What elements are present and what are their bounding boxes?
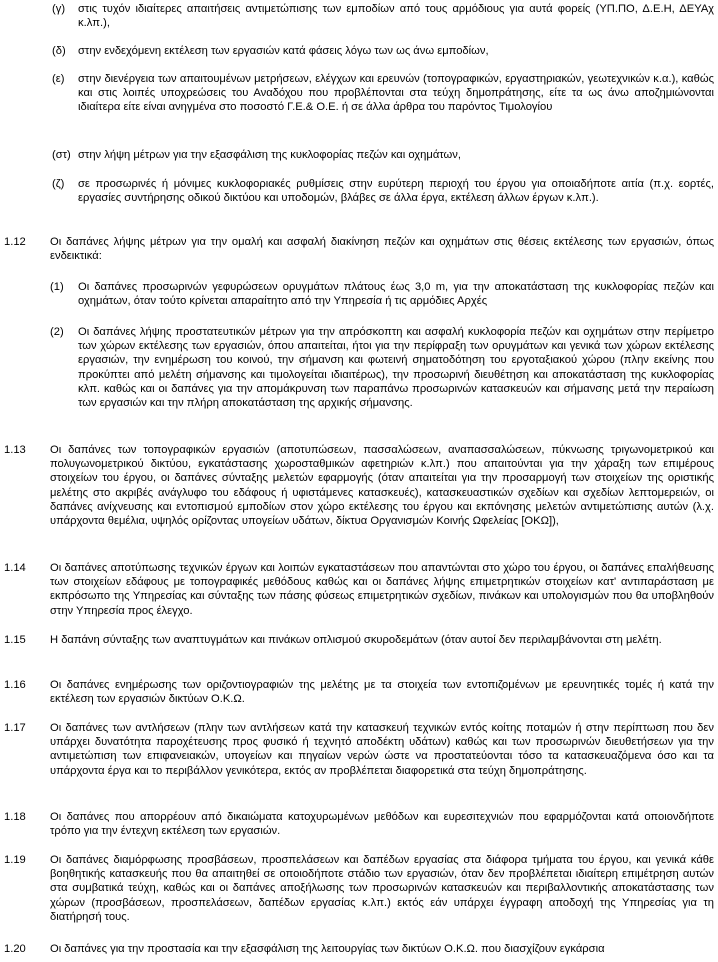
section-number: 1.13 [4, 444, 26, 456]
list-item-label: (ζ) [52, 178, 65, 190]
section-number: 1.17 [4, 722, 26, 734]
section-number: 1.15 [4, 634, 26, 646]
section-number: 1.12 [4, 236, 26, 248]
section-1-13 [4, 443, 714, 528]
section-1-18 [4, 810, 714, 838]
sub-item-text: Οι δαπάνες λήψης προστατευτικών μέτρων για την απρόσκοπτη και ασφαλή κυκλοφορία πεζών και οχημάτων στην περίμετρο των χώρων εκτέλεσης των εργασιών, όπου απαιτείται, ήτοι για την περίφραξη των ορυγμάτων και γενικά των χώρων εκτέλεσης εργασιών, την ενημέρωση του κοινού, την σήμανση και φωτεινή σηματοδότηση του εργοταξιακού χώρου (πλην εκείνης που προκύπτει από μελέτη σήμανσης και τιμολογείται ιδιαιτέρως), την προσωρινή διευθέτηση και αποκατάσταση της κυκλοφορίας κλπ. καθώς και οι δαπάνες για την απομάκρυνση των παραπάνω προσωρινών κατασκευών και σήμανσης μετά την περαίωση των εργασιών και την πλήρη αποκατάσταση της αρχικής σήμανσης. [78, 326, 714, 410]
section-1-12 [4, 235, 714, 263]
list-item-text: στην ενδεχόμενη εκτέλεση των εργασιών κατά φάσεις λόγω των ως άνω εμποδίων, [78, 45, 489, 57]
list-item-delta [52, 44, 714, 58]
section-1-20 [4, 942, 714, 956]
list-item-zeta [52, 177, 714, 205]
sub-item-1 [50, 280, 714, 308]
section-text: Οι δαπάνες που απορρέουν από δικαιώματα κατοχυρωμένων μεθόδων και ευρεσιτεχνιών που εφαρμόζονται κατά οποιονδήποτε τρόπο για την έντεχνη εκτέλεση των εργασιών. [50, 811, 714, 838]
section-text: Οι δαπάνες ενημέρωσης των οριζοντιογραφιών της μελέτης με τα στοιχεία των εντοπιζομένων με ερευνητικές τομές ή κατά την εκτέλεση των εργασιών δικτύων Ο.Κ.Ω. [50, 679, 714, 706]
list-item-label: (γ) [52, 3, 66, 15]
list-item-label: (ε) [52, 73, 65, 85]
list-item-text: στην διενέργεια των απαιτουμένων μετρήσεων, ελέγχων και ερευνών (τοπογραφικών, εργαστηριακών, γεωτεχνικών κ.α.), καθώς και στις λοιπές υποχρεώσεις του Αναδόχου που προβλέπονται στα τεύχη δημοπράτησης, είτε τα ως άνω αποζημιώνονται ιδιαίτερα είτε είναι ανηγμένα στο ποσοστό Γ.Ε.& Ο.Ε. ή σε άλλα άρθρα του παρόντος Τιμολογίου [78, 73, 714, 114]
section-text: Η δαπάνη σύνταξης των αναπτυγμάτων και πινάκων οπλισμού σκυροδεμάτων (όταν αυτοί δεν περιλαμβάνονται στη μελέτη. [50, 634, 662, 646]
section-number: 1.19 [4, 854, 26, 866]
section-number: 1.20 [4, 943, 26, 955]
section-1-17 [4, 721, 714, 778]
list-item-text: στις τυχόν ιδιαίτερες απαιτήσεις αντιμετώπισης των εμποδίων από τους αρμόδιους για αυτά φορείς (ΥΠ.ΠΟ, Δ.Ε.Η, ΔΕΥΑχ κ.λπ.), [78, 3, 714, 30]
sub-item-text: Οι δαπάνες προσωρινών γεφυρώσεων ορυγμάτων πλάτους έως 3,0 m, για την αποκατάσταση της κυκλοφορίας πεζών και οχημάτων, όταν τούτο κρίνεται απαραίτητο από την Υπηρεσία ή τις αρμόδιες Αρχές [78, 281, 714, 308]
section-text: Οι δαπάνες για την προστασία και την εξασφάλιση της λειτουργίας των δικτύων Ο.Κ.Ω. που διασχίζουν εγκάρσια [50, 943, 605, 955]
section-number: 1.18 [4, 811, 26, 823]
section-1-14 [4, 561, 714, 618]
sub-item-2 [50, 325, 714, 410]
section-text: Οι δαπάνες αποτύπωσης τεχνικών έργων και λοιπών εγκαταστάσεων που απαντώνται στο χώρο του έργου, οι δαπάνες επαλήθευσης των στοιχείων εδάφους με τοπογραφικές μεθόδους καθώς και οι δαπάνες λήψης επιμετρητικών στοιχείων κατ' αντιπαράσταση με εκπρόσωπο της Υπηρεσίας και σύνταξης των πάσης φύσεως επιμετρητικών σχεδίων, πινάκων και υπολογισμών που θα υποβληθούν στην Υπηρεσία προς έλεγχο. [50, 562, 714, 617]
list-item-gamma [52, 2, 714, 30]
list-item-text: στην λήψη μέτρων για την εξασφάλιση της κυκλοφορίας πεζών και οχημάτων, [78, 149, 461, 161]
list-item-st [52, 148, 714, 162]
section-number: 1.14 [4, 562, 26, 574]
section-number: 1.16 [4, 679, 26, 691]
list-item-label: (στ) [52, 149, 71, 161]
sub-item-label: (2) [50, 326, 64, 338]
section-1-15 [4, 633, 714, 647]
section-text: Οι δαπάνες των τοπογραφικών εργασιών (αποτυπώσεων, πασσαλώσεων, αναπασσαλώσεων, πύκνωσης τριγωνομετρικού και πολυγωνομετρικού δικτύου, εγκατάστασης χωροσταθμικών αφετηριών κ.λπ.) που απαιτούνται για την χάραξη των επιμέρους στοιχείων του έργου, οι δαπάνες σύνταξης μελετών εφαρμογής (όταν απαιτείται για την προσαρμογή των στοιχείων της οριστικής μελέτης στο ακριβές ανάγλυφο του εδάφους ή υφιστάμενες κατασκευές), κατασκευαστικών σχεδίων και σχεδίων λεπτομερειών, οι δαπάνες ανίχνευσης και εντοπισμού εμποδίων στον χώρο εκτέλεσης του έργου και εκπόνησης μελετών αντιμετώπισης αυτών (λ.χ. υπάρχοντα θεμέλια, υψηλός ορίζοντας υπογείων υδάτων, δίκτυα Οργανισμών Κοινής Ωφελείας [ΟΚΩ]), [50, 444, 714, 528]
section-text: Οι δαπάνες διαμόρφωσης προσβάσεων, προσπελάσεων και δαπέδων εργασίας στα διάφορα τμήματα του έργου, και γενικά κάθε βοηθητικής κατασκευής που θα απαιτηθεί σε οποιοδήποτε στάδιο των εργασιών, όταν δεν προβλέπεται ιδιαίτερη επιμέτρηση αυτών στα συμβατικά τεύχη, καθώς και οι δαπάνες αποξήλωσης των προσωρινών κατασκευών και περιβαλλοντικής αποκατάστασης των χώρων (προσβάσεων, προσπελάσεων, δαπέδων εργασίας κ.λπ.) εκτός εάν υπάρχει έγγραφη αποδοχή της Υπηρεσίας για τη διατήρησή τους. [50, 854, 714, 923]
section-text: Οι δαπάνες των αντλήσεων (πλην των αντλήσεων κατά την κατασκευή τεχνικών εντός κοίτης ποταμών ή στην περίπτωση που δεν υπάρχει δυνατότητα παροχέτευσης προς φυσικό ή τεχνητό αποδέκτη υδάτων) καθώς και των προσωρινών διευθετήσεων για την αντιμετώπιση των επιφανειακών, υπογείων και πηγαίων νερών ώστε να προστατεύονται τόσο τα κατασκευαζόμενα όσο και τα υπάρχοντα έργα και το περιβάλλον γενικότερα, εκτός αν προβλέπεται διαφορετικά στα τεύχη δημοπράτησης. [50, 722, 714, 777]
section-text: Οι δαπάνες λήψης μέτρων για την ομαλή και ασφαλή διακίνηση πεζών και οχημάτων στις θέσεις εκτέλεσης των εργασιών, όπως ενδεικτικά: [50, 236, 714, 263]
sub-item-label: (1) [50, 281, 64, 293]
list-item-label: (δ) [52, 45, 66, 57]
list-item-epsilon [52, 72, 714, 115]
section-1-19 [4, 853, 714, 924]
list-item-text: σε προσωρινές ή μόνιμες κυκλοφοριακές ρυθμίσεις στην ευρύτερη περιοχή του έργου για οποιαδήποτε αιτία (π.χ. εορτές, εργασίες συντήρησης οδικού δικτύου και υποδομών, βλάβες σε άλλα έργα, εκτέλεση άλλων έργων κ.λπ.). [78, 178, 714, 205]
section-1-16 [4, 678, 714, 706]
